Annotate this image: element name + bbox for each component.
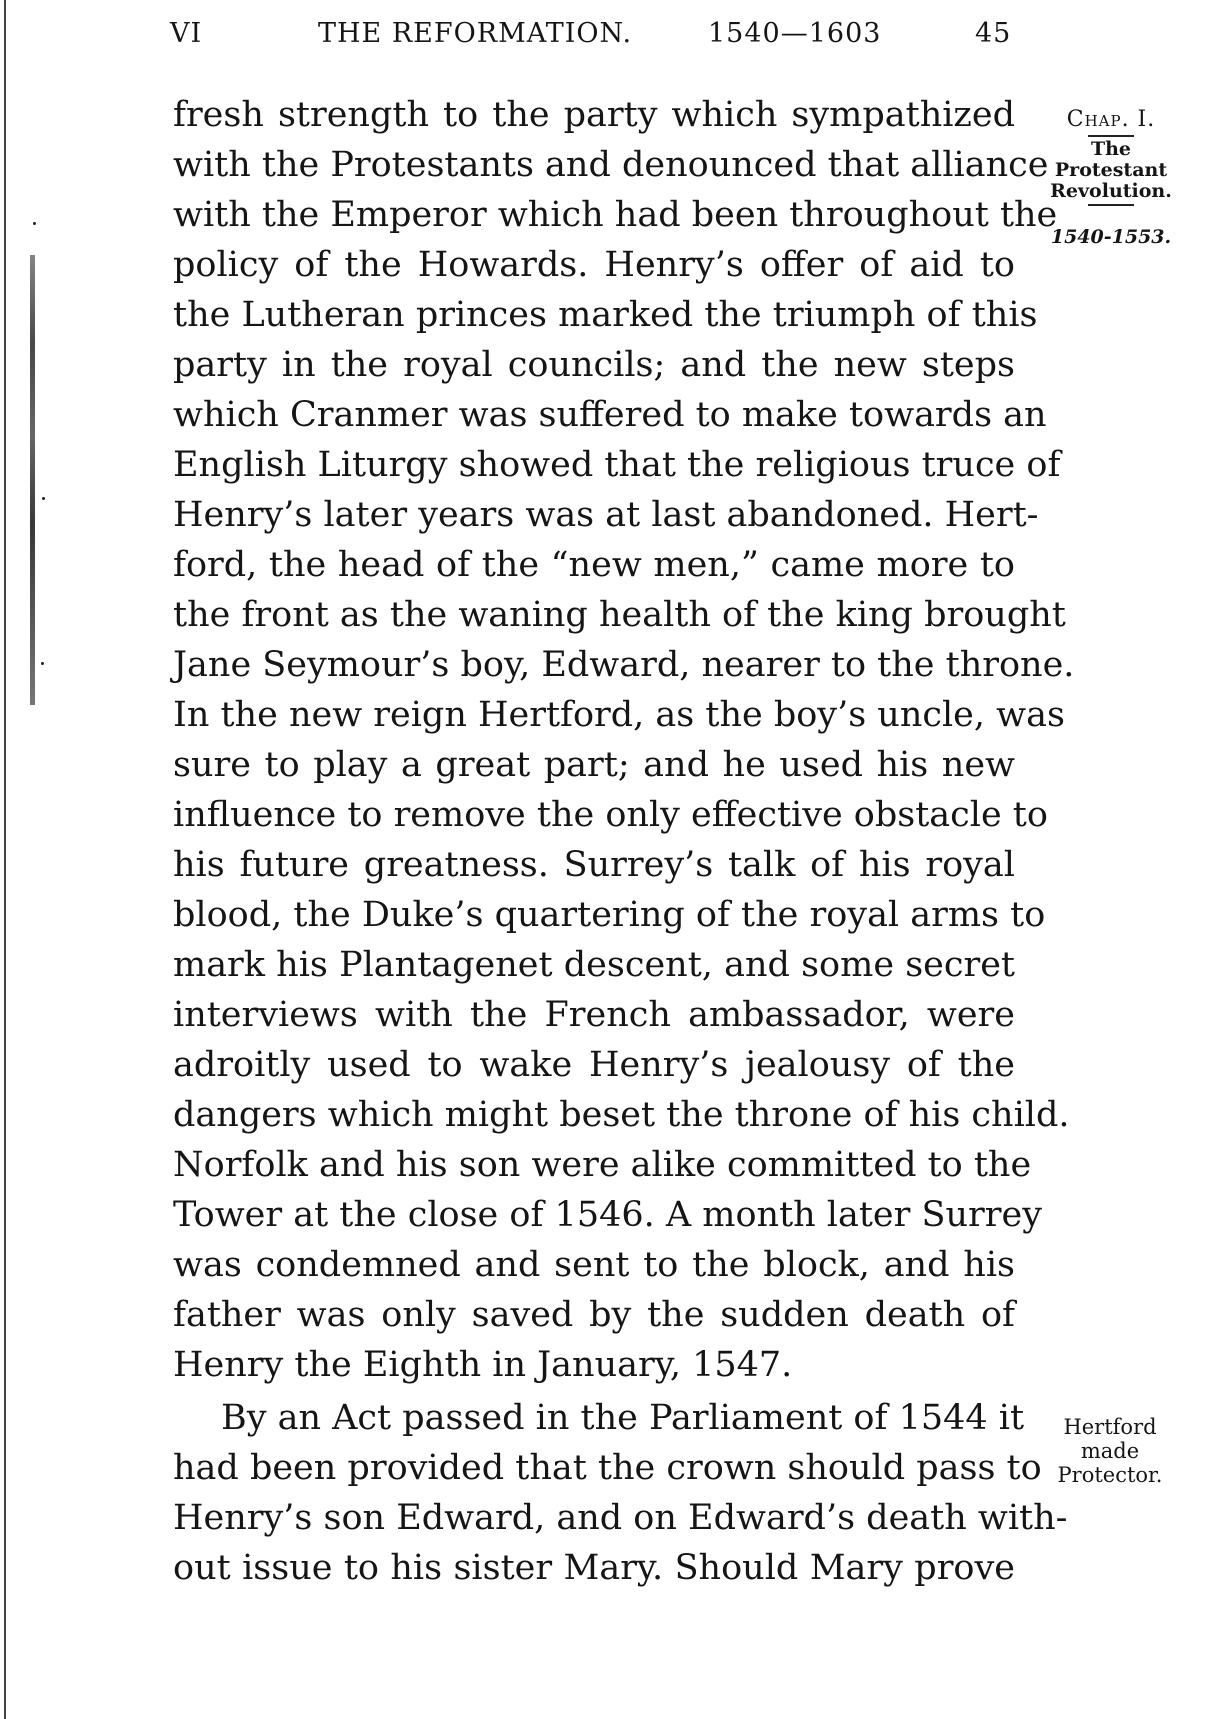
margin-note-topic-line: Revolution. [1050, 180, 1172, 202]
text-line: dangers which might beset the throne of his child. [173, 1095, 1070, 1135]
text-line: the front as the waning health of the king brought [173, 595, 1066, 635]
margin-note-dates: 1540-1553. [1050, 226, 1172, 248]
paragraph [173, 90, 1075, 1390]
text-line: adroitly used to wake Henry’s jealousy of the [173, 1045, 1015, 1085]
text-line: fresh strength to the party which sympathized [173, 95, 1015, 135]
binding-dot [41, 662, 44, 665]
text-line: interviews with the French ambassador, were [173, 995, 1015, 1035]
running-head-years: 1540—1603 [708, 18, 882, 49]
margin-note-line: Protector. [1057, 1463, 1163, 1487]
text-line: policy of the Howards. Henry’s offer of aid to [173, 245, 1015, 285]
binding-shadow-mark [30, 255, 35, 705]
text-line: Henry the Eighth in January, 1547. [173, 1345, 793, 1385]
running-head-chapter: VI [170, 18, 203, 49]
text-line: Jane Seymour’s boy, Edward, nearer to the throne. [173, 645, 1075, 685]
margin-note-hertford [1040, 1415, 1180, 1487]
body-text [173, 90, 1075, 1593]
page-edge-line [4, 0, 6, 1719]
text-line: with the Protestants and denounced that alliance [173, 145, 1049, 185]
text-line: Henry’s later years was at last abandoned. Hert- [173, 495, 1039, 535]
text-line: out issue to his sister Mary. Should Mary prove [173, 1548, 1015, 1588]
text-line: By an Act passed in the Parliament of 1544 it [221, 1398, 1025, 1438]
text-line: influence to remove the only effective obstacle to [173, 795, 1048, 835]
text-line: his future greatness. Surrey’s talk of his royal [173, 845, 1015, 885]
text-line: father was only saved by the sudden death of [173, 1295, 1015, 1335]
text-line: blood, the Duke’s quartering of the royal arms to [173, 895, 1046, 935]
margin-note-topic-line: Protestant [1054, 159, 1168, 181]
text-line: Henry’s son Edward, and on Edward’s death with- [173, 1498, 1068, 1538]
text-line: was condemned and sent to the block, and his [173, 1245, 1015, 1285]
page-number: 45 [975, 18, 1012, 49]
margin-note-rule [1088, 204, 1134, 206]
running-head [170, 18, 1030, 58]
margin-note-chapter [1036, 105, 1186, 252]
text-line: In the new reign Hertford, as the boy’s uncle, was [173, 695, 1065, 735]
paragraph [173, 1393, 1068, 1593]
margin-note-rule [1088, 135, 1134, 137]
margin-note-topic-line: The [1090, 138, 1132, 160]
text-line: sure to play a great part; and he used his new [173, 745, 1015, 785]
text-line: had been provided that the crown should pass to [173, 1448, 1042, 1488]
binding-dot [33, 222, 36, 225]
text-line: English Liturgy showed that the religious truce of [173, 445, 1061, 485]
text-line: Tower at the close of 1546. A month later Surrey [173, 1195, 1042, 1235]
margin-note-chap-label: Chap. I. [1066, 107, 1156, 132]
binding-dot [42, 497, 45, 500]
margin-note-line: made [1080, 1439, 1140, 1463]
text-line: mark his Plantagenet descent, and some secret [173, 945, 1015, 985]
text-line: party in the royal councils; and the new steps [173, 345, 1015, 385]
margin-note-line: Hertford [1063, 1415, 1157, 1439]
text-line: which Cranmer was suffered to make towards an [173, 395, 1047, 435]
text-line: ford, the head of the “new men,” came more to [173, 545, 1015, 585]
text-line: with the Emperor which had been throughout the [173, 195, 1058, 235]
running-head-title: THE REFORMATION. [318, 18, 633, 49]
text-line: Norfolk and his son were alike committed to the [173, 1145, 1032, 1185]
text-line: the Lutheran princes marked the triumph of this [173, 295, 1038, 335]
